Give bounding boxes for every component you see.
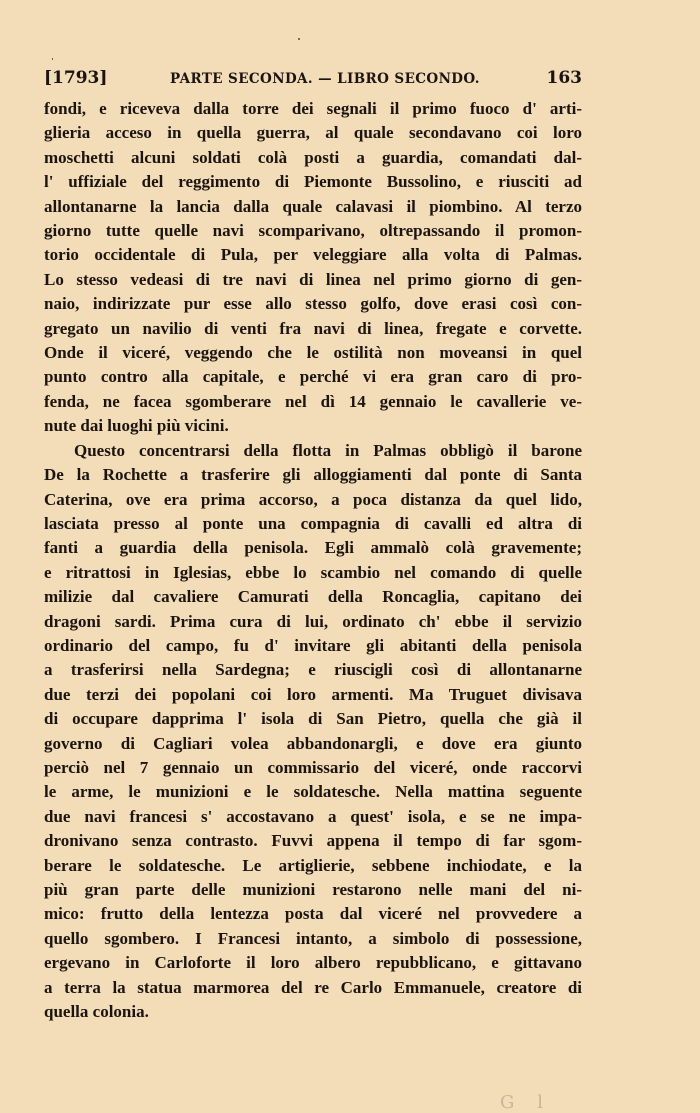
paragraph [44,439,582,1025]
text-line: due navi francesi s' accostavano a quest' isola, e se ne impa- [44,806,582,826]
text-line: mico: frutto della lentezza posta dal viceré nel provvedere a [44,904,582,924]
text-line: quello sgombero. I Francesi intanto, a simbolo di possessione, [44,928,582,948]
page-number: 163 [546,68,582,88]
text-line: torio occidentale di Pula, per veleggiare alla volta di Palmas. [44,245,582,265]
text-line: gregato un navilio di venti fra navi di linea, fregate e corvette. [44,318,582,338]
text-line: fondi, e riceveva dalla torre dei segnali il primo fuoco d' arti- [44,99,582,118]
text-line: a trasferirsi nella Sardegna; e riuscigli così di allontanarne [44,660,582,680]
bleed-through-mark: G l [500,1092,544,1113]
text-line: dragoni sardi. Prima cura di lui, ordinato ch' ebbe il servizio [44,611,582,631]
text-line: perciò nel 7 gennaio un commissario del viceré, onde raccorvi [44,757,582,777]
paragraph [44,97,582,439]
ink-speck [52,58,53,60]
text-line: ordinario del campo, fu d' invitare gli abitanti della penisola [44,635,582,655]
text-line: Questo concentrarsi della flotta in Palmas obbligò il barone [74,440,582,460]
text-line: moschetti alcuni soldati colà posti a guardia, comandati dal- [44,147,582,167]
text-line: e ritrattosi in Iglesias, ebbe lo scambio nel comando di quelle [44,562,582,582]
header-year: [1793] [44,68,108,88]
text-line: lasciata presso al ponte una compagnia di cavalli ed altra di [44,513,582,533]
text-line: glieria acceso in quella guerra, al quale secondavano coi loro [44,123,582,143]
text-line: giorno tutte quelle navi scomparivano, oltrepassando il promon- [44,221,582,241]
ink-speck [298,38,300,40]
text-line: milizie dal cavaliere Camurati della Roncaglia, capitano dei [44,587,582,607]
text-line: De la Rochette a trasferire gli alloggiamenti dal ponte di Santa [44,465,582,485]
text-line: ergevano in Carloforte il loro albero repubblicano, e gittavano [44,953,582,973]
text-line: Caterina, ove era prima accorso, a poca distanza da quel lido, [44,489,582,509]
text-line: Lo stesso vedeasi di tre navi di linea nel primo giorno di gen- [44,269,582,289]
text-line: quella colonia. [44,1002,149,1022]
header-section-title: PARTE SECONDA. — LIBRO SECONDO. [170,71,480,87]
text-line: Onde il viceré, veggendo che le ostilità non moveansi in quel [44,343,582,363]
text-line: l' uffiziale del reggimento di Piemonte Bussolino, e riusciti ad [44,172,582,192]
text-line: di occupare dapprima l' isola di San Pietro, quella che già il [44,709,582,729]
body-text [44,97,582,1024]
text-line: punto contro alla capitale, e perché vi era gran caro di pro- [44,367,582,387]
running-header [44,68,582,92]
text-line: naio, indirizzate pur esse allo stesso golfo, dove erasi così con- [44,294,582,314]
text-line: nute dai luoghi più vicini. [44,416,229,436]
text-line: governo di Cagliari volea abbandonargli, e dove era giunto [44,733,582,753]
text-line: le arme, le munizioni e le soldatesche. Nella mattina seguente [44,782,582,802]
text-line: fenda, ne facea sgomberare nel dì 14 gennaio le cavallerie ve- [44,391,582,411]
text-line: più gran parte delle munizioni restarono nelle mani del ni- [44,880,582,899]
text-line: due terzi dei popolani coi loro armenti. Ma Truguet divisava [44,684,582,704]
text-line: dronivano senza contrasto. Fuvvi appena il tempo di far sgom- [44,831,582,851]
text-line: fanti a guardia della penisola. Egli ammalò colà gravemente; [44,538,582,558]
text-line: allontanarne la lancia dalla quale calavasi il piombino. Al terzo [44,196,582,216]
text-line: a terra la statua marmorea del re Carlo Emmanuele, creatore di [44,977,582,997]
text-line: berare le soldatesche. Le artiglierie, sebbene inchiodate, e la [44,855,582,875]
